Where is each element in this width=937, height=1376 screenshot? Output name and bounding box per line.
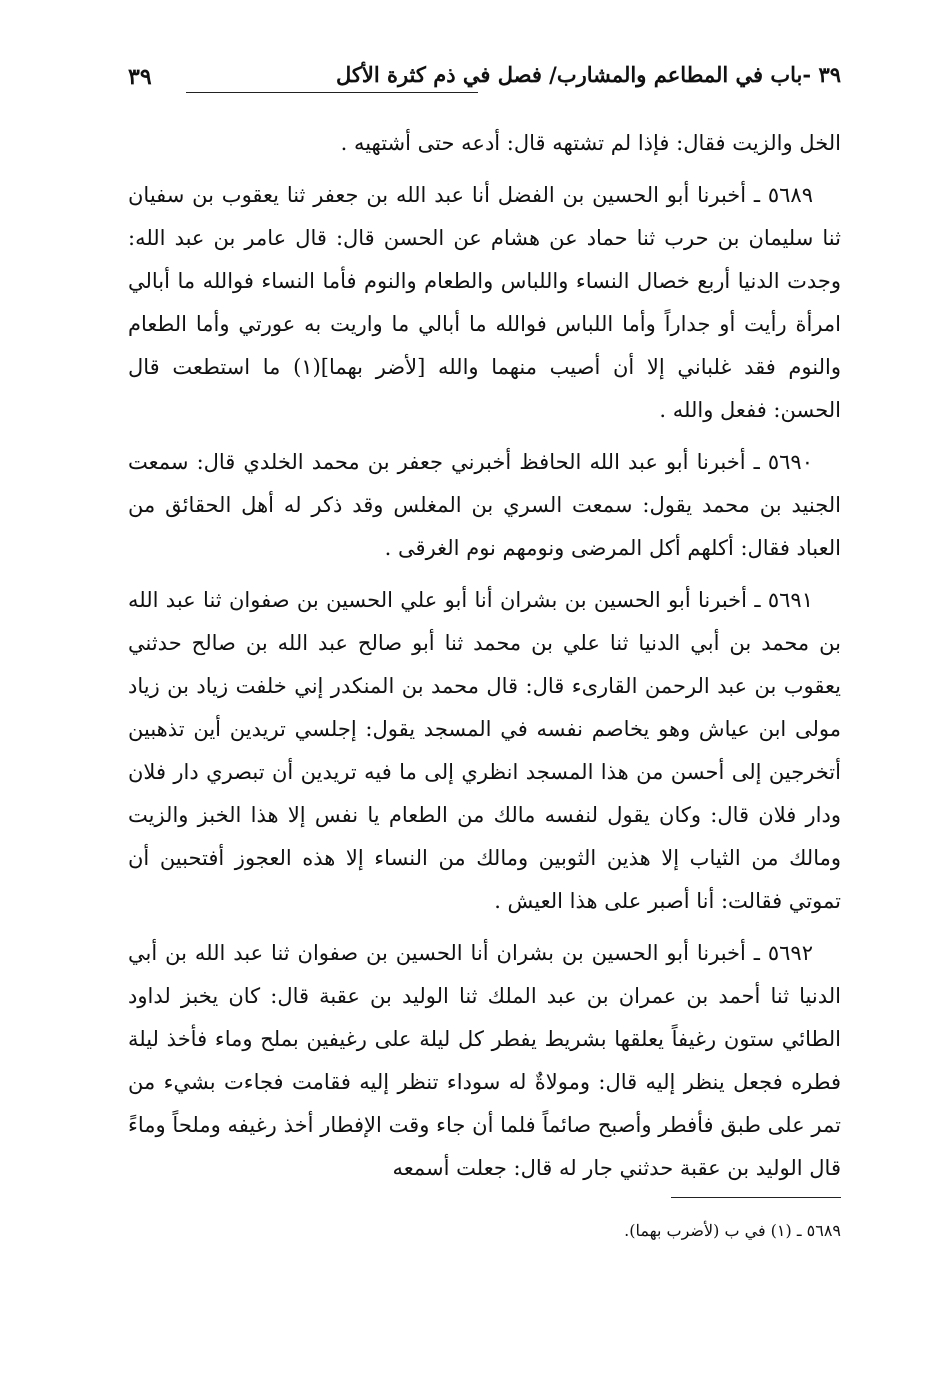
header-rule [186, 92, 478, 93]
hadith-entry-5690: ٥٦٩٠ ـ أخبرنا أبو عبد الله الحافظ أخبرني جعفر بن محمد الخلدي قال: سمعت الجنيد بن محمد يقول: سمعت السري بن المغلس وقد ذكر له أهل الحقائق من العباد فقال: أكلهم أكل المرضى ونومهم نوم الغرقى . [128, 450, 841, 560]
hadith-entry-5691: ٥٦٩١ ـ أخبرنا أبو الحسين بن بشران أنا أبو علي الحسين بن صفوان ثنا عبد الله بن محمد بن أبي الدنيا ثنا علي بن محمد ثنا أبو صالح عبد الله بن صالح حدثني يعقوب بن عبد الرحمن القارىء قال: قال محمد بن المنكدر إني خلفت زياد بن زياد مولى ابن عياش وهو يخاصم نفسه في المسجد يقول: إجلسي تريدين أين تذهبين أتخرجين إلى أحسن من هذا المسجد انظري إلى ما فيه تريدين أن تبصري دار فلان ودار فلان قال: وكان يقول لنفسه مالك من الطعام يا نفس إلا هذا الخبز والزيت ومالك من الثياب إلا هذين الثوبين ومالك من النساء إلا هذه العجوز أفتحبين أن تموتي فقالت: أنا أصبر على هذا العيش . [128, 588, 841, 913]
running-header [128, 62, 841, 102]
footnote: ٥٦٨٩ ـ (١) في ب (لأضرب بهما). [624, 1221, 841, 1240]
hadith-entry-5689: ٥٦٨٩ ـ أخبرنا أبو الحسين بن الفضل أنا عبد الله بن جعفر ثنا يعقوب بن سفيان ثنا سليمان بن حرب ثنا حماد عن هشام عن الحسن قال: قال عامر بن عبد الله: وجدت الدنيا أربع خصال النساء واللباس والطعام والنوم فأما النساء فوالله ما أبالي امرأة رأيت أو جداراً وأما اللباس فوالله ما أبالي ما واريت به عورتي وأما الطعام والنوم فقد غلباني إلا أن أصيب منهما والله [لأضر بهما](١) ما استطعت قال الحسن: ففعل والله . [128, 183, 841, 422]
footnote-rule [671, 1197, 841, 1198]
main-text [128, 122, 841, 1199]
page-number: ٣٩ [128, 64, 152, 90]
chapter-title: ٣٩ -باب في المطاعم والمشارب/ فصل في ذم كثرة الأكل [335, 62, 841, 87]
hadith-entry-5692: ٥٦٩٢ ـ أخبرنا أبو الحسين بن بشران أنا الحسين بن صفوان ثنا عبد الله بن أبي الدنيا ثنا أحمد بن عمران بن عبد الملك ثنا الوليد بن عقبة قال: كان يخبز لداود الطائي ستون رغيفاً يعلقها بشريط يفطر كل ليلة على رغيفين بملح وماء فأخذ ليلة فطره فجعل ينظر إليه قال: ومولاةٌ له سوداء تنظر إليه فقامت فجاءت بشيء من تمر على طبق فأفطر وأصبح صائماً فلما أن جاء وقت الإفطار أخذ رغيفه وملحاً وماءً قال الوليد بن عقبة حدثني جار له قال: جعلت أسمعه [128, 941, 841, 1180]
paragraph-continuation: الخل والزيت فقال: فإذا لم تشتهه قال: أدعه حتى أشتهيه . [340, 131, 841, 155]
